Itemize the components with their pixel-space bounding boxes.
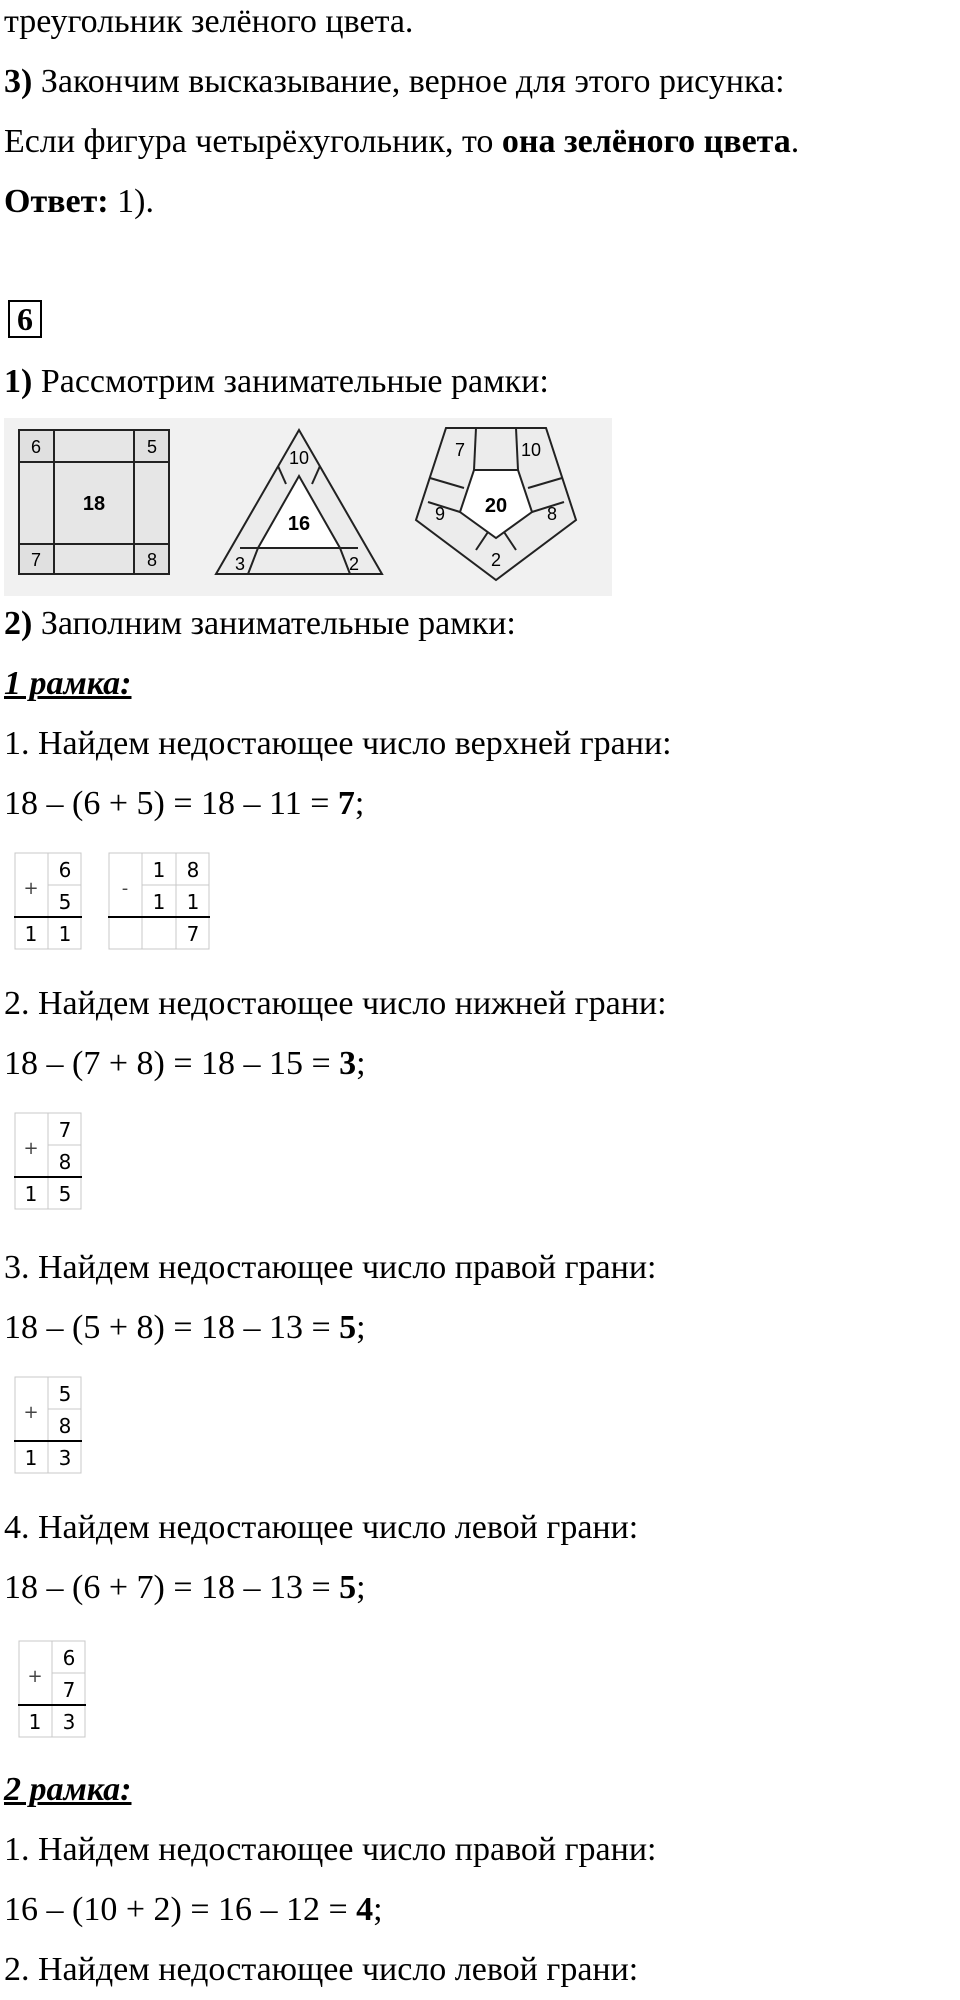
minuend-digit-2: 8 [186, 858, 200, 882]
pentagon-right: 8 [546, 504, 558, 524]
intro-line-2 [4, 62, 785, 102]
result: 5 [339, 1569, 357, 1606]
frame2-item1-expr [4, 1890, 383, 1930]
addend-1: 5 [58, 1382, 72, 1406]
expression-end: ; [356, 1045, 366, 1082]
triangle-bottom-right: 2 [348, 554, 360, 574]
sum-digit-1: 1 [24, 922, 38, 946]
pentagon-center: 20 [484, 495, 508, 517]
step2-line [4, 604, 516, 644]
operator-sign: + [23, 1402, 39, 1423]
column-addition-2-grid [14, 1112, 84, 1212]
expression-end: ; [356, 1569, 366, 1606]
pentagon-left: 9 [434, 504, 446, 524]
column-addition-1-grid [14, 852, 84, 952]
sum-digit-1: 1 [28, 1710, 42, 1734]
frame1-item3-title: 3. Найдем недостающее число правой грани: [4, 1249, 657, 1286]
step2-text: Заполним занимательные рамки: [32, 605, 516, 642]
sum-digit-2: 3 [58, 1446, 72, 1470]
frame1-item4-title: 4. Найдем недостающее число левой грани: [4, 1509, 639, 1546]
frame2-item2-title: 2. Найдем недостающее число левой грани: [4, 1951, 639, 1988]
column-addition-1 [14, 852, 84, 957]
expression: 18 – (5 + 8) = 18 – 13 = [4, 1309, 340, 1346]
task-number: 6 [8, 300, 42, 338]
statement-end: . [790, 123, 800, 160]
column-addition-4 [18, 1640, 88, 1745]
result: 7 [337, 785, 355, 822]
frame1-item2-expr [4, 1044, 366, 1084]
square-center: 18 [82, 493, 106, 515]
answer-text: 1). [108, 183, 154, 220]
addend-1: 7 [58, 1118, 72, 1142]
step-number: 3) [4, 63, 33, 100]
figures-panel [4, 418, 612, 596]
square-bottom-left: 7 [30, 550, 42, 570]
sum-digit-1: 1 [24, 1446, 38, 1470]
sum-digit-2: 5 [58, 1182, 72, 1206]
frame1-item2-title: 2. Найдем недостающее число нижней грани: [4, 985, 667, 1022]
frame2-heading: 2 рамка: [4, 1771, 132, 1808]
triangle-top: 10 [288, 448, 310, 468]
pentagon-top-left: 7 [454, 440, 466, 460]
frame1-item3-expr [4, 1308, 366, 1348]
pentagon-top-right: 10 [520, 440, 542, 460]
frame1-item4-expr [4, 1568, 366, 1608]
magic-frames-figure [4, 418, 612, 596]
answer-line [4, 182, 154, 222]
addend-2: 7 [62, 1678, 76, 1702]
square-bottom-right: 8 [146, 550, 158, 570]
result: 4 [356, 1891, 374, 1928]
step-text: Закончим высказывание, верное для этого рисунка: [32, 63, 785, 100]
subtrahend-digit-1: 1 [152, 890, 166, 914]
intro-line-3 [4, 122, 799, 162]
column-addition-2 [14, 1112, 84, 1217]
result: 3 [339, 1045, 357, 1082]
expression: 18 – (7 + 8) = 18 – 15 = [4, 1045, 340, 1082]
column-addition-4-grid [18, 1640, 88, 1740]
step2-number: 2) [4, 605, 33, 642]
sum-digit-2: 1 [58, 922, 72, 946]
answer-label: Ответ: [4, 183, 109, 220]
expression-end: ; [356, 1309, 366, 1346]
expression: 18 – (6 + 5) = 18 – 11 = [4, 785, 338, 822]
difference-digit: 7 [186, 922, 200, 946]
frame2-item1-title: 1. Найдем недостающее число правой грани: [4, 1831, 657, 1868]
operator-sign: - [121, 878, 129, 899]
expression: 18 – (6 + 7) = 18 – 13 = [4, 1569, 340, 1606]
triangle-bottom-left: 3 [234, 554, 246, 574]
step1-number: 1) [4, 363, 33, 400]
expression-end: ; [354, 785, 365, 822]
triangle-center: 16 [287, 513, 311, 535]
addend-1: 6 [62, 1646, 76, 1670]
operator-sign: + [23, 1138, 39, 1159]
expression: 16 – (10 + 2) = 16 – 12 = [4, 1891, 357, 1928]
subtrahend-digit-2: 1 [186, 890, 200, 914]
operator-sign: + [23, 878, 39, 899]
sum-digit-1: 1 [24, 1182, 38, 1206]
square-top-right: 5 [146, 437, 158, 457]
column-subtraction-1-grid [108, 852, 212, 952]
column-addition-3 [14, 1376, 84, 1481]
frame1-item1-title: 1. Найдем недостающее число верхней грани: [4, 725, 672, 762]
column-addition-3-grid [14, 1376, 84, 1476]
frame1-heading: 1 рамка: [4, 665, 132, 702]
statement-bold: она зелёного цвета [501, 123, 791, 160]
statement-start: Если фигура четырёхугольник, то [4, 123, 502, 160]
result: 5 [339, 1309, 357, 1346]
frame1-item1-expr [4, 784, 364, 824]
step1-text: Рассмотрим занимательные рамки: [32, 363, 549, 400]
square-top-left: 6 [30, 437, 42, 457]
operator-sign: + [27, 1666, 43, 1687]
sum-digit-2: 3 [62, 1710, 76, 1734]
addend-1: 6 [58, 858, 72, 882]
step1-line [4, 362, 549, 402]
minuend-digit-1: 1 [152, 858, 166, 882]
addend-2: 8 [58, 1150, 72, 1174]
intro-line-1: треугольник зелёного цвета. [4, 3, 414, 40]
pentagon-bottom: 2 [490, 550, 502, 570]
column-subtraction-1 [108, 852, 212, 957]
expression-end: ; [373, 1891, 383, 1928]
addend-2: 8 [58, 1414, 72, 1438]
addend-2: 5 [58, 890, 72, 914]
